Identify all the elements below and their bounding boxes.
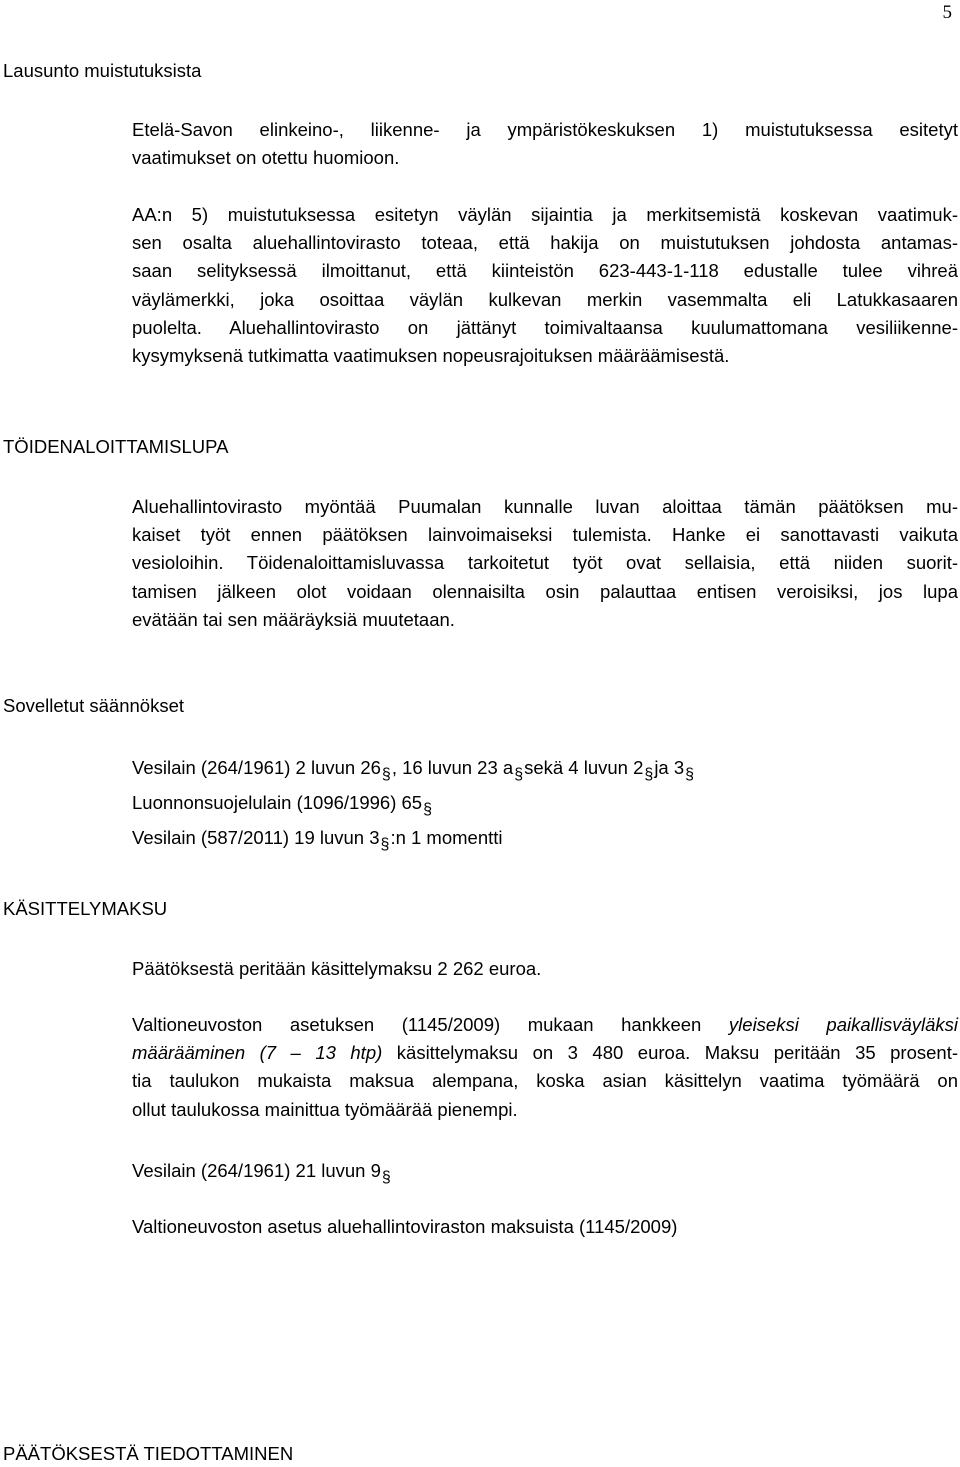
statute-text: , 16 luvun 23 a [391,757,514,778]
italic-text: yleiseksi paikallisväyläksi [728,1014,959,1035]
paragraph-kasittelymaksu-vesilaki [132,1157,958,1192]
text-line: väylämerkki, joka osoittaa väylän kulkevan merkin vasemmalta eli Latukkasaaren [132,288,958,310]
statute-text: ja 3 [654,757,685,778]
section-sign: § [644,766,654,783]
statute-line [132,754,958,789]
statute-line [132,789,958,824]
text-line [132,1039,958,1067]
text-line: evätään tai sen määräyksiä muutetaan. [132,608,455,630]
heading-sovelletut-saannokset: Sovelletut säännökset [3,695,185,716]
text-line: tia taulukon mukaista maksua alempana, koska asian käsittelyn vaatima työmäärä on [132,1070,958,1092]
text-line: puolelta. Aluehallintovirasto on jättänyt toimivaltaansa kuulumattomana vesiliikenne- [132,316,958,338]
text-line [132,1011,958,1039]
text-line: vaatimukset on otettu huomioon. [132,147,400,169]
italic-text: määrääminen (7 – 13 htp) [132,1042,383,1064]
text-line: ollut taulukossa mainittua työmäärää pienempi. [132,1098,518,1120]
text-line: saan selityksessä ilmoittanut, että kiinteistön 623-443-1-118 edustalle tulee vihreä [132,260,958,282]
section-sign: § [381,1169,391,1186]
statute-text: sekä 4 luvun 2 [524,757,644,778]
statute-line [132,824,958,859]
statute-text: Vesilain (264/1961) 2 luvun 26 [132,757,381,778]
statute-text: Vesilain (587/2011) 19 luvun 3 [132,827,380,849]
statute-text: :n 1 momentti [390,827,503,849]
text-line: Etelä-Savon elinkeino-, liikenne- ja ympäristökeskuksen 1) muistutuksessa esitetyt [132,119,958,140]
text-line: vesioloihin. Töidenaloittamisluvassa tarkoitetut työt ovat sellaisia, että niiden suorit- [132,552,958,574]
paragraph-sovelletut-saannokset [132,754,958,860]
statute-line [132,1157,958,1192]
text-line: Päätöksestä peritään käsittelymaksu 2 262 euroa. [132,958,542,979]
section-sign: § [423,801,432,819]
text-line: sen osalta aluehallintovirasto toteaa, että hakija on muistutuksen johdosta antamas- [132,232,958,254]
paragraph-aa-muistutus [132,201,958,370]
section-sign: § [685,766,695,783]
heading-toidenaloittamislupa: TÖIDENALOITTAMISLUPA [3,436,229,457]
text-line: kaiset työt ennen päätöksen lainvoimaiseksi tulemista. Hanke ei sanottavasti vaikuta [132,524,958,546]
section-sign: § [380,836,390,854]
statute-text: Vesilain (264/1961) 21 luvun 9 [132,1160,381,1181]
section-sign: § [514,766,524,783]
paragraph-kasittelymaksu-asetus [132,1213,958,1241]
heading-kasittelymaksu: KÄSITTELYMAKSU [3,898,168,919]
paragraph-toidenaloittamislupa [132,493,958,634]
statute-text: Luonnonsuojelulain (1096/1996) 65 [132,792,423,814]
page-number: 5 [942,2,952,23]
text-line: Valtioneuvoston asetus aluehallintoviraston maksuista (1145/2009) [132,1216,678,1237]
text-line: tamisen jälkeen olot voidaan olennaisilta osin palauttaa entisen veroisiksi, jos lupa [132,580,958,602]
text-line: Aluehallintovirasto myöntää Puumalan kunnalle luvan aloittaa tämän päätöksen mu- [132,496,958,517]
paragraph-kasittelymaksu-basis [132,1011,958,1124]
text-line: AA:n 5) muistutuksessa esitetyn väylän sijaintia ja merkitsemistä koskevan vaatimuk- [132,204,958,225]
text-line: kysymyksenä tutkimatta vaatimuksen nopeusrajoituksen määräämisestä. [132,345,730,367]
text-span: käsittelymaksu on 3 480 euroa. Maksu peritään 35 prosent- [396,1042,958,1064]
paragraph-ely-muistutus [132,116,958,172]
heading-paatoksesta-tiedottaminen: PÄÄTÖKSESTÄ TIEDOTTAMINEN [3,1443,294,1464]
section-sign: § [381,766,391,783]
paragraph-kasittelymaksu-amount [132,955,958,983]
heading-lausunto-muistutuksista: Lausunto muistutuksista [3,60,202,81]
text-span: Valtioneuvoston asetuksen (1145/2009) mukaan hankkeen [132,1014,702,1035]
